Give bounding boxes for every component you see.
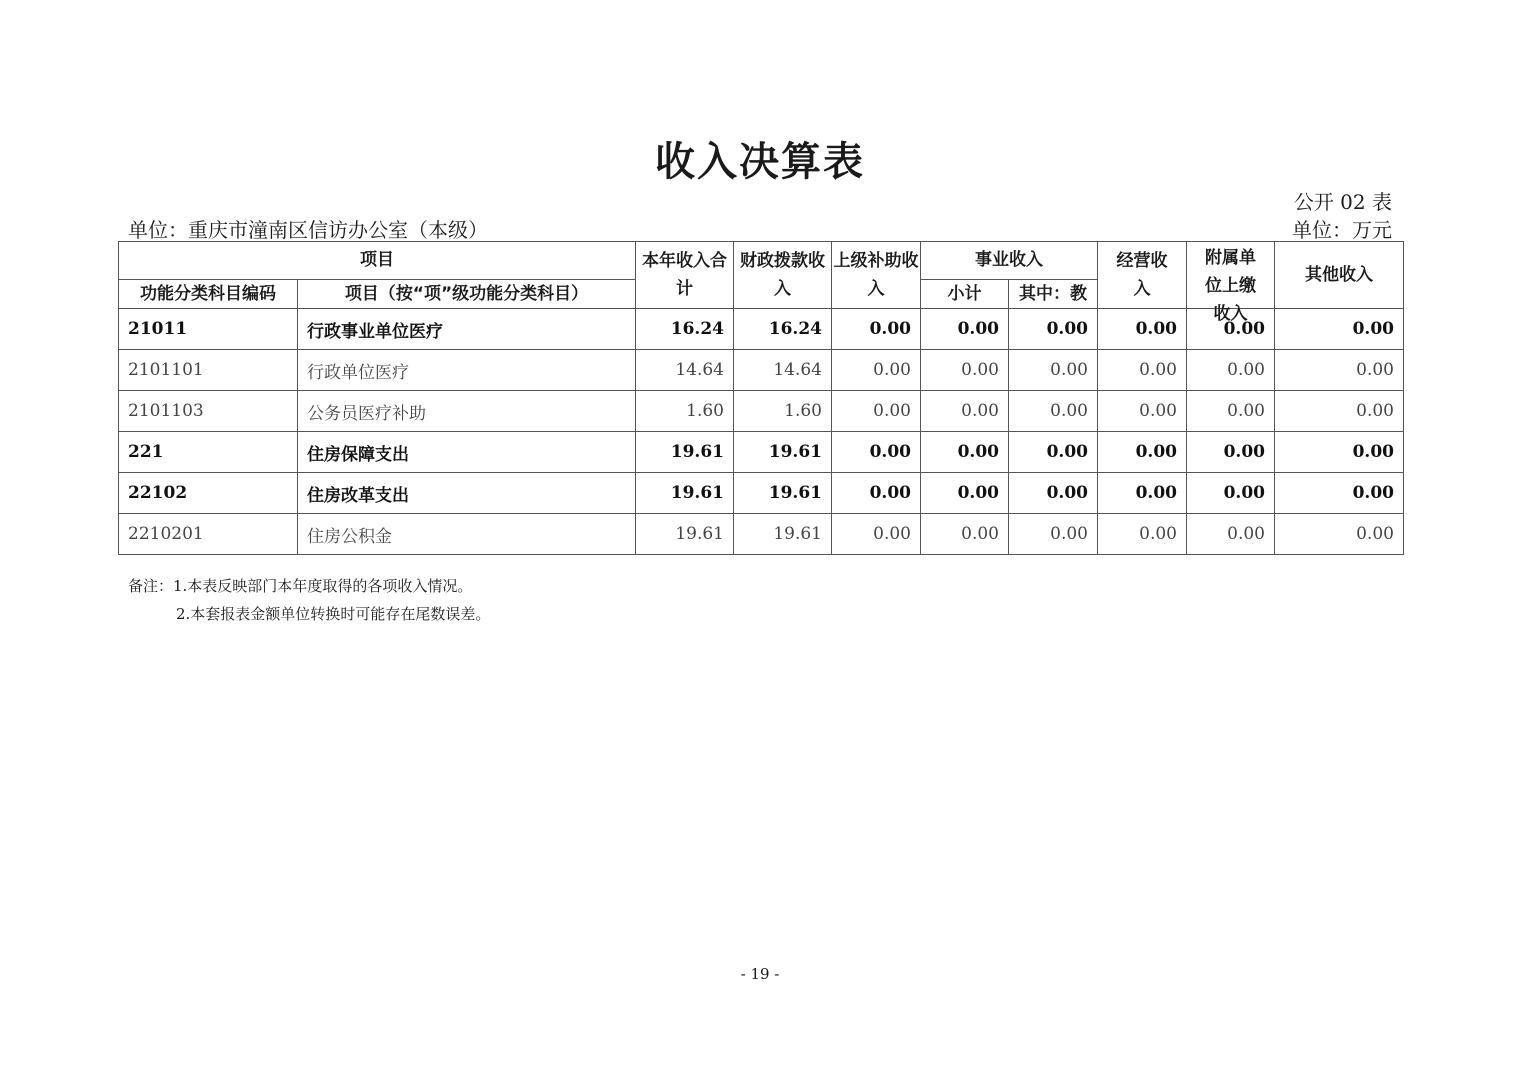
row-edu: 0.00 bbox=[1009, 309, 1098, 350]
row-total: 16.24 bbox=[636, 309, 734, 350]
report-title: 收入决算表 bbox=[655, 139, 865, 185]
row-subtotal: 0.00 bbox=[921, 350, 1009, 391]
table-row bbox=[119, 432, 1404, 473]
row-edu: 0.00 bbox=[1009, 350, 1098, 391]
note-2: 2.本套报表金额单位转换时可能存在尾数误差。 bbox=[176, 605, 491, 623]
row-edu: 0.00 bbox=[1009, 473, 1098, 514]
header-other: 其他收入 bbox=[1275, 242, 1404, 309]
row-code: 2210201 bbox=[119, 514, 298, 555]
row-fiscal: 16.24 bbox=[734, 309, 832, 350]
row-superior: 0.00 bbox=[832, 473, 921, 514]
table-row bbox=[119, 514, 1404, 555]
table-row bbox=[119, 391, 1404, 432]
row-fiscal: 14.64 bbox=[734, 350, 832, 391]
row-superior: 0.00 bbox=[832, 309, 921, 350]
row-name: 公务员医疗补助 bbox=[298, 391, 636, 432]
header-affiliated: 附属单位上缴收入 bbox=[1187, 242, 1275, 309]
form-number: 公开 02 表 bbox=[1293, 190, 1392, 214]
header-name: 项目（按“项”级功能分类科目） bbox=[298, 279, 636, 308]
row-name: 行政事业单位医疗 bbox=[298, 309, 636, 350]
row-operation: 0.00 bbox=[1098, 473, 1187, 514]
row-other: 0.00 bbox=[1275, 391, 1404, 432]
row-fiscal: 1.60 bbox=[734, 391, 832, 432]
row-code: 21011 bbox=[119, 309, 298, 350]
reporting-unit: 单位：重庆市潼南区信访办公室（本级） bbox=[128, 218, 488, 242]
row-subtotal: 0.00 bbox=[921, 309, 1009, 350]
row-code: 2101103 bbox=[119, 391, 298, 432]
row-superior: 0.00 bbox=[832, 391, 921, 432]
row-other: 0.00 bbox=[1275, 309, 1404, 350]
row-fiscal: 19.61 bbox=[734, 514, 832, 555]
header-fiscal: 财政拨款收入 bbox=[734, 242, 832, 309]
row-name: 住房保障支出 bbox=[298, 432, 636, 473]
row-edu: 0.00 bbox=[1009, 514, 1098, 555]
header-subtotal: 小计 bbox=[921, 279, 1009, 308]
row-operation: 0.00 bbox=[1098, 514, 1187, 555]
row-subtotal: 0.00 bbox=[921, 473, 1009, 514]
row-total: 14.64 bbox=[636, 350, 734, 391]
row-total: 19.61 bbox=[636, 514, 734, 555]
row-affiliated: 0.00 bbox=[1187, 309, 1275, 350]
header-superior: 上级补助收入 bbox=[832, 242, 921, 309]
row-other: 0.00 bbox=[1275, 514, 1404, 555]
row-operation: 0.00 bbox=[1098, 391, 1187, 432]
row-code: 2101101 bbox=[119, 350, 298, 391]
row-affiliated: 0.00 bbox=[1187, 514, 1275, 555]
row-affiliated: 0.00 bbox=[1187, 391, 1275, 432]
row-name: 住房改革支出 bbox=[298, 473, 636, 514]
row-edu: 0.00 bbox=[1009, 391, 1098, 432]
header-edu: 其中：教 bbox=[1009, 279, 1098, 308]
row-other: 0.00 bbox=[1275, 350, 1404, 391]
header-operation: 经营收入 bbox=[1098, 242, 1187, 309]
row-code: 22102 bbox=[119, 473, 298, 514]
header-code: 功能分类科目编码 bbox=[119, 279, 298, 308]
table-row bbox=[119, 350, 1404, 391]
row-subtotal: 0.00 bbox=[921, 514, 1009, 555]
row-superior: 0.00 bbox=[832, 514, 921, 555]
header-project: 项目 bbox=[119, 242, 636, 280]
row-other: 0.00 bbox=[1275, 432, 1404, 473]
row-subtotal: 0.00 bbox=[921, 391, 1009, 432]
row-subtotal: 0.00 bbox=[921, 432, 1009, 473]
row-affiliated: 0.00 bbox=[1187, 432, 1275, 473]
row-fiscal: 19.61 bbox=[734, 432, 832, 473]
row-edu: 0.00 bbox=[1009, 432, 1098, 473]
income-table bbox=[118, 241, 1404, 555]
row-fiscal: 19.61 bbox=[734, 473, 832, 514]
row-total: 1.60 bbox=[636, 391, 734, 432]
header-total: 本年收入合计 bbox=[636, 242, 734, 309]
row-affiliated: 0.00 bbox=[1187, 350, 1275, 391]
note-1: 备注：1.本表反映部门本年度取得的各项收入情况。 bbox=[128, 577, 473, 595]
currency-unit: 单位：万元 bbox=[1292, 218, 1392, 242]
row-name: 住房公积金 bbox=[298, 514, 636, 555]
row-total: 19.61 bbox=[636, 432, 734, 473]
row-name: 行政单位医疗 bbox=[298, 350, 636, 391]
table-row bbox=[119, 473, 1404, 514]
row-operation: 0.00 bbox=[1098, 432, 1187, 473]
header-business: 事业收入 bbox=[921, 242, 1098, 280]
row-affiliated: 0.00 bbox=[1187, 473, 1275, 514]
page-number: - 19 - bbox=[740, 965, 780, 983]
row-superior: 0.00 bbox=[832, 350, 921, 391]
row-operation: 0.00 bbox=[1098, 309, 1187, 350]
row-operation: 0.00 bbox=[1098, 350, 1187, 391]
notes bbox=[128, 572, 490, 628]
row-total: 19.61 bbox=[636, 473, 734, 514]
row-code: 221 bbox=[119, 432, 298, 473]
row-superior: 0.00 bbox=[832, 432, 921, 473]
row-other: 0.00 bbox=[1275, 473, 1404, 514]
